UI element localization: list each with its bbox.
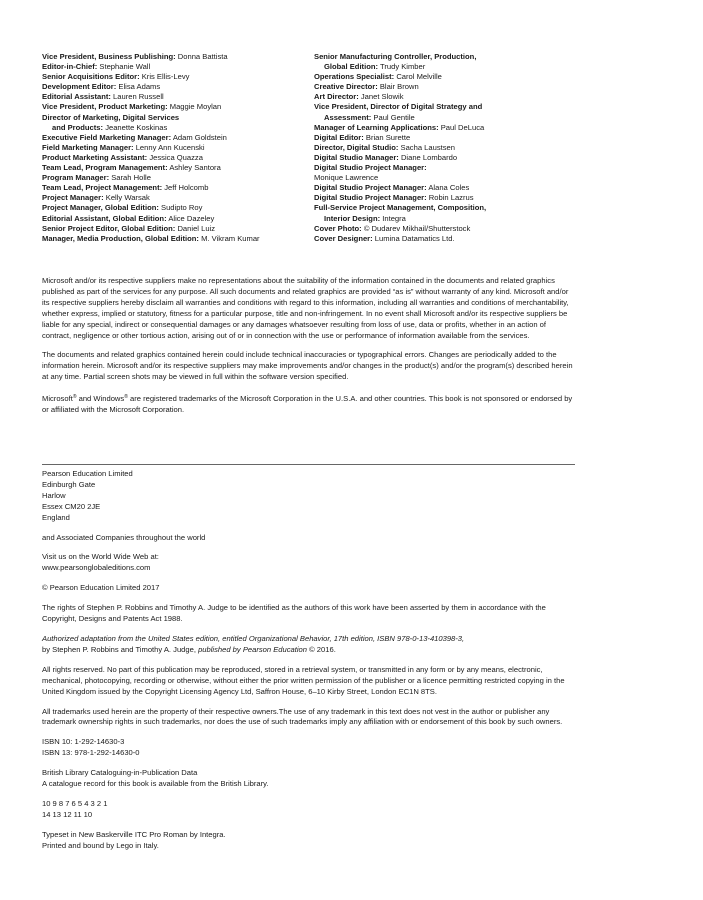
credit-role: Editorial Assistant, Global Edition: bbox=[42, 213, 167, 223]
credit-entry bbox=[42, 203, 314, 213]
credit-name: Ashley Santora bbox=[169, 163, 221, 173]
credit-role: Senior Project Editor, Global Edition: bbox=[42, 223, 176, 233]
section-divider bbox=[42, 464, 575, 465]
typeset-note: Typeset in New Baskerville ITC Pro Roman by Integra. Printed and bound by Lego in Italy. bbox=[42, 829, 226, 850]
credit-entry bbox=[42, 62, 314, 72]
credit-name: Kris Ellis-Levy bbox=[141, 72, 190, 82]
credit-role: Digital Editor: bbox=[314, 132, 364, 142]
trademark-notice: Microsoft® and Windows® are registered trademarks of the Microsoft Corporation in the U.S.A. and other countries. This book is not sponsored or endorsed by or affiliated with the Microsoft Corporation. bbox=[42, 394, 573, 415]
credit-entry bbox=[314, 163, 582, 183]
isbn-10: ISBN 10: 1-292-14630-3 bbox=[42, 737, 125, 747]
credit-name: Lumina Datamatics Ltd. bbox=[374, 233, 455, 243]
credit-role: Director of Marketing, Digital Services bbox=[42, 112, 180, 122]
credit-role: Art Director: bbox=[314, 92, 359, 102]
credit-name: Robin Lazrus bbox=[428, 193, 474, 203]
credit-name: Adam Goldstein bbox=[172, 132, 227, 142]
credit-name: Daniel Luiz bbox=[177, 223, 216, 233]
credit-name: Maggie Moylan bbox=[169, 102, 222, 112]
credit-entry bbox=[314, 183, 582, 193]
credit-name: Alana Coles bbox=[428, 183, 470, 193]
credit-name: M. Vikram Kumar bbox=[201, 233, 260, 243]
credit-entry bbox=[314, 203, 582, 223]
credit-name: Jessica Quazza bbox=[149, 152, 203, 162]
credit-entry bbox=[42, 52, 314, 62]
website-url: www.pearsonglobaleditions.com bbox=[42, 563, 151, 573]
disclaimer-section bbox=[42, 276, 577, 416]
credit-name: Lenny Ann Kucenski bbox=[135, 142, 205, 152]
credit-entry bbox=[314, 92, 582, 102]
credit-role: Team Lead, Program Management: bbox=[42, 163, 168, 173]
printing-line: 10 9 8 7 6 5 4 3 2 1 14 13 12 11 10 bbox=[42, 798, 108, 819]
credit-name: Jeff Holcomb bbox=[164, 183, 209, 193]
credit-role: Program Manager: bbox=[42, 173, 110, 183]
credit-role: Vice President, Product Marketing: bbox=[42, 102, 168, 112]
credit-entry bbox=[42, 234, 314, 244]
credit-entry bbox=[314, 143, 582, 153]
authors-rights: The rights of Stephen P. Robbins and Timothy A. Judge to be identified as the authors of this work have been asserted by them in accordance with the Copyright, Designs and Patents Act 1988. bbox=[42, 603, 546, 624]
credit-role: Digital Studio Project Manager: bbox=[314, 183, 427, 193]
credit-role: Operations Specialist: bbox=[314, 72, 395, 82]
credit-name: Alice Dazeley bbox=[168, 213, 215, 223]
credit-name: Jeanette Koskinas bbox=[105, 122, 168, 132]
credit-entry bbox=[314, 52, 582, 72]
credit-entry bbox=[42, 133, 314, 143]
credit-role: Development Editor: bbox=[42, 82, 117, 92]
associated-companies: and Associated Companies throughout the world bbox=[42, 532, 206, 542]
credit-name: Trudy Kimber bbox=[379, 62, 426, 72]
credit-entry bbox=[42, 173, 314, 183]
credit-name: Elisa Adams bbox=[118, 82, 161, 92]
disclaimer-paragraph: Microsoft and/or its respective suppliers make no representations about the suitability of the information contained in the documents and related graphics published as part of the services for any purpose. All such documents and related graphics are provided “as is” without warranty of any kind. Microsoft and/or its respective suppliers hereby disclaim all warranties and conditions with regard to this information, including all warranties and conditions of merchantability, whether express, implied or statutory, fitness for a particular purpose, title and non-infringement. In no event shall Microsoft and/or its respective suppliers be liable for any special, indirect or consequential damages or any damages whatsoever resulting from loss of use, data or profits, whether in an action of contract, negligence or other tortious action, arising out of or in connection with the use or performance of information available from the services. bbox=[42, 276, 569, 340]
credit-entry bbox=[314, 123, 582, 133]
credit-entry bbox=[42, 113, 314, 133]
credit-name: © Dudarev Mikhail/Shutterstock bbox=[363, 223, 471, 233]
credit-role-continued: Assessment: bbox=[324, 112, 372, 122]
credit-role: Director, Digital Studio: bbox=[314, 142, 399, 152]
credit-role-continued: Global Edition: bbox=[324, 62, 378, 72]
credit-role: Product Marketing Assistant: bbox=[42, 152, 148, 162]
credit-entry bbox=[42, 72, 314, 82]
credit-entry bbox=[314, 224, 582, 234]
credit-entry bbox=[42, 82, 314, 92]
credit-name: Lauren Russell bbox=[113, 92, 164, 102]
credit-role-continued: and Products: bbox=[52, 122, 104, 132]
credit-entry bbox=[42, 163, 314, 173]
cip-data: British Library Cataloguing-in-Publication Data A catalogue record for this book is available from the British Library. bbox=[42, 768, 269, 789]
credit-entry bbox=[314, 133, 582, 143]
credit-entry bbox=[314, 193, 582, 203]
credit-entry bbox=[314, 102, 582, 122]
credit-role: Field Marketing Manager: bbox=[42, 142, 134, 152]
credit-role: Executive Field Marketing Manager: bbox=[42, 132, 172, 142]
credits-left-column bbox=[42, 52, 314, 244]
credit-role: Full-Service Project Management, Composition, bbox=[314, 203, 487, 213]
trademarks-paragraph: All trademarks used herein are the property of their respective owners.The use of any trademark in this text does not vest in the author or publisher any trademark ownership rights in such trademarks, nor does the use of such trademarks imply any affiliation with or endorsement of this book by such owners. bbox=[42, 706, 563, 727]
credit-name: Paul Gentile bbox=[373, 112, 415, 122]
credit-entry bbox=[42, 102, 314, 112]
credit-name: Diane Lombardo bbox=[400, 152, 458, 162]
credit-name: Carol Melville bbox=[396, 72, 442, 82]
credit-entry bbox=[314, 153, 582, 163]
credit-role: Cover Designer: bbox=[314, 233, 373, 243]
credit-entry bbox=[314, 82, 582, 92]
website-note: Visit us on the World Wide Web at: www.pearsonglobaleditions.com bbox=[42, 552, 159, 573]
credit-name: Sudipto Roy bbox=[161, 203, 203, 213]
credits-block bbox=[42, 52, 582, 244]
credit-entry bbox=[42, 193, 314, 203]
credit-name: Stephanie Wall bbox=[99, 62, 151, 72]
credit-name: Integra bbox=[382, 213, 406, 223]
credit-role: Project Manager, Global Edition: bbox=[42, 203, 159, 213]
credit-role: Editorial Assistant: bbox=[42, 92, 111, 102]
credit-role: Editor-in-Chief: bbox=[42, 62, 98, 72]
credit-name: Paul DeLuca bbox=[440, 122, 485, 132]
credit-entry bbox=[42, 143, 314, 153]
credit-role: Senior Acquisitions Editor: bbox=[42, 72, 140, 82]
publisher-section bbox=[42, 469, 577, 852]
credit-name: Kelly Warsak bbox=[105, 193, 150, 203]
isbn-13: ISBN 13: 978-1-292-14630-0 bbox=[42, 748, 140, 758]
credit-role: Project Manager: bbox=[42, 193, 104, 203]
credit-name: Sarah Holle bbox=[111, 173, 151, 183]
adaptation-note: Authorized adaptation from the United States edition, entitled Organizational Behavior, 17th edition, ISBN 978-0-13-410398-3, by Stephen P. Robbins and Timothy A. Judge, published by Pearson Education © 2016. bbox=[42, 633, 465, 654]
copyright-line: © Pearson Education Limited 2017 bbox=[42, 583, 160, 593]
all-rights-reserved: All rights reserved. No part of this publication may be reproduced, stored in a retrieval system, or transmitted in any form or by any means, electronic, mechanical, photocopying, recording or otherwise, without either the prior written permission of the publisher or a licence permitting restricted copying in the United Kingdom issued by the Copyright Licensing Agency Ltd, Saffron House, 6–10 Kirby Street, London EC1N 8TS. bbox=[42, 664, 565, 696]
credits-right-column bbox=[314, 52, 582, 244]
credit-name: Blair Brown bbox=[379, 82, 419, 92]
credit-role: Digital Studio Manager: bbox=[314, 152, 399, 162]
credit-role: Cover Photo: bbox=[314, 223, 362, 233]
credit-role: Digital Studio Project Manager: bbox=[314, 163, 427, 173]
credit-role: Creative Director: bbox=[314, 82, 378, 92]
credit-entry bbox=[314, 72, 582, 82]
credit-role: Vice President, Director of Digital Strategy and bbox=[314, 102, 483, 112]
credit-role: Manager, Media Production, Global Edition: bbox=[42, 233, 199, 243]
credit-name: Brian Surette bbox=[365, 132, 411, 142]
credit-name: Janet Slowik bbox=[360, 92, 404, 102]
credit-entry bbox=[42, 224, 314, 234]
credit-role-continued: Interior Design: bbox=[324, 213, 381, 223]
credit-entry bbox=[42, 214, 314, 224]
credit-entry bbox=[42, 92, 314, 102]
isbn-block bbox=[42, 737, 577, 759]
credit-entry bbox=[42, 153, 314, 163]
credit-entry bbox=[42, 183, 314, 193]
credit-name: Donna Battista bbox=[177, 52, 228, 61]
credit-name: Monique Lawrence bbox=[314, 173, 379, 183]
credit-role: Senior Manufacturing Controller, Production, bbox=[314, 52, 477, 61]
credit-entry bbox=[314, 234, 582, 244]
credit-name: Sacha Laustsen bbox=[400, 142, 455, 152]
credit-role: Vice President, Business Publishing: bbox=[42, 52, 176, 61]
disclaimer-paragraph: The documents and related graphics contained herein could include technical inaccuracies or typographical errors. Changes are periodically added to the information herein. Microsoft and/or its respective suppliers may make improvements and/or changes in the product(s) and/or the program(s) described herein at any time. Partial screen shots may be viewed in full within the software version specified. bbox=[42, 350, 573, 382]
publisher-address: Pearson Education Limited Edinburgh Gate Harlow Essex CM20 2JE England bbox=[42, 469, 133, 522]
credit-role: Digital Studio Project Manager: bbox=[314, 193, 427, 203]
credit-role: Team Lead, Project Management: bbox=[42, 183, 163, 193]
credit-role: Manager of Learning Applications: bbox=[314, 122, 439, 132]
